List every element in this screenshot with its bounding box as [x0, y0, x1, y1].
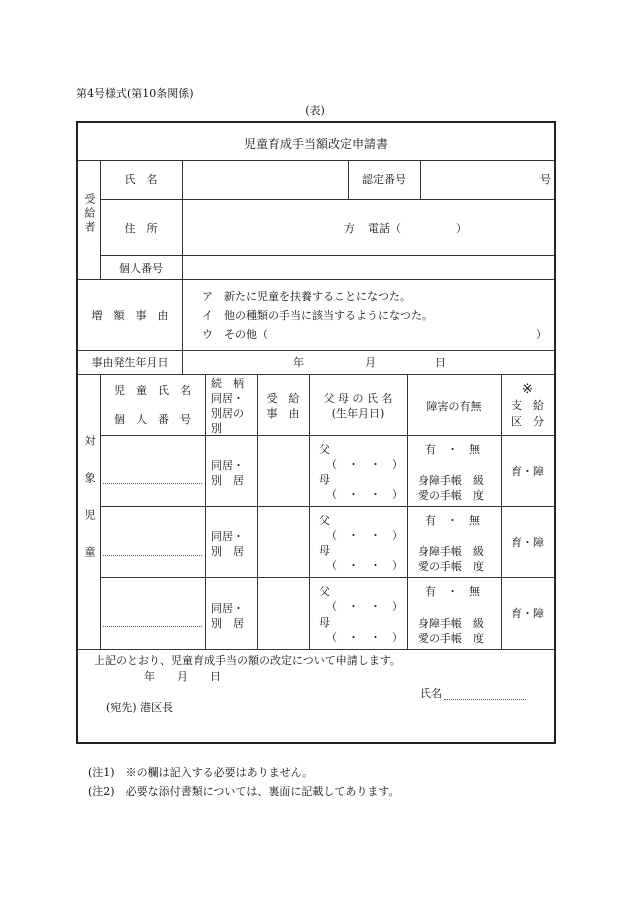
dotted-line — [103, 483, 202, 484]
handbook-love: 愛の手帳 度 — [418, 560, 484, 573]
increase-item-c: ウ その他（ — [202, 328, 268, 341]
disability-yesno: 有 ・ 無 — [425, 585, 480, 598]
child-mynumber-header: 個 人 番 号 — [114, 413, 191, 426]
father-dob: （ ・ ・ ） — [326, 529, 403, 542]
cohabit-1: 同居・ — [211, 530, 244, 543]
mother-dob: （ ・ ・ ） — [326, 631, 403, 644]
side-label: (表) — [305, 104, 325, 117]
line — [407, 374, 408, 649]
mother-dob: （ ・ ・ ） — [326, 559, 403, 572]
category-header-2: 区 分 — [511, 415, 544, 428]
mynumber-label: 個人番号 — [119, 262, 163, 275]
category-value: 育・障 — [511, 465, 544, 478]
category-value: 育・障 — [511, 607, 544, 620]
cert-number-suffix: 号 — [540, 173, 551, 186]
line — [100, 506, 554, 507]
father-label: 父 — [319, 514, 330, 527]
handbook-physical: 身障手帳 級 — [418, 474, 484, 487]
disability-yesno: 有 ・ 無 — [425, 514, 480, 527]
recipient-group-label: 受給者 — [83, 193, 96, 235]
mother-label: 母 — [319, 473, 330, 486]
address-suffix: 方 — [344, 222, 355, 235]
father-label: 父 — [319, 585, 330, 598]
parents-header-1: 父 母 の 氏 名 — [323, 392, 393, 405]
increase-close-paren: ） — [536, 328, 547, 341]
increase-reason-label: 増 額 事 由 — [91, 309, 169, 322]
line — [78, 279, 554, 280]
dotted-line — [103, 555, 202, 556]
increase-item-b: イ 他の種類の手当に該当するようになつた。 — [202, 309, 433, 322]
handbook-love: 愛の手帳 度 — [418, 489, 484, 502]
signature-line — [444, 699, 526, 700]
line — [100, 255, 554, 256]
line — [182, 279, 183, 374]
handbook-physical: 身障手帳 級 — [418, 545, 484, 558]
disability-header: 障害の有無 — [426, 400, 482, 413]
reason-header-2: 事 由 — [266, 407, 300, 420]
form-title: 児童育成手当額改定申請書 — [243, 137, 388, 151]
address-label: 住 所 — [124, 222, 158, 235]
line — [100, 577, 554, 578]
category-header-1: 支 給 — [511, 399, 544, 412]
line — [78, 649, 554, 650]
cohabit-2: 別 居 — [211, 545, 244, 558]
mother-label: 母 — [319, 616, 330, 629]
father-dob: （ ・ ・ ） — [326, 600, 403, 613]
name-label: 氏 名 — [124, 173, 158, 186]
relation-header-3: 別居の — [211, 407, 244, 420]
occurrence-year: 年 — [293, 356, 304, 369]
handbook-physical: 身障手帳 級 — [418, 617, 484, 630]
asterisk-mark: ※ — [522, 382, 533, 397]
children-group-label: 対象児童 — [83, 435, 96, 583]
line — [100, 435, 554, 436]
mother-dob: （ ・ ・ ） — [326, 488, 403, 501]
line — [78, 350, 554, 351]
reason-header-1: 受 給 — [266, 392, 300, 405]
line — [100, 199, 554, 200]
cert-number-label: 認定番号 — [362, 173, 406, 186]
line — [420, 160, 421, 199]
mother-label: 母 — [319, 544, 330, 557]
relation-header-1: 続 柄 — [211, 377, 244, 390]
category-value: 育・障 — [511, 536, 544, 549]
occurrence-label: 事由発生年月日 — [91, 356, 169, 369]
addressee: (宛先) 港区長 — [106, 701, 174, 714]
father-dob: （ ・ ・ ） — [326, 458, 403, 471]
note-1: (注1) ※の欄は記入する必要はありません。 — [88, 766, 314, 779]
occurrence-day: 日 — [435, 356, 446, 369]
parents-header-2: (生年月日) — [331, 407, 385, 420]
line — [205, 374, 206, 649]
relation-header-2: 同居・ — [211, 392, 244, 405]
line — [182, 160, 183, 279]
disability-yesno: 有 ・ 無 — [425, 443, 480, 456]
signature-name-label: 氏名 — [420, 687, 442, 700]
dotted-line — [103, 626, 202, 627]
form-number: 第4号様式(第10条関係) — [76, 87, 194, 100]
handbook-love: 愛の手帳 度 — [418, 632, 484, 645]
increase-item-a: ア 新たに児童を扶養することになつた。 — [202, 290, 411, 303]
application-statement: 上記のとおり、児童育成手当の額の改定について申請します。 — [94, 654, 401, 667]
application-form — [76, 121, 556, 744]
application-date: 年 月 日 — [144, 670, 221, 683]
cohabit-1: 同居・ — [211, 602, 244, 615]
relation-header-4: 別 — [211, 422, 222, 435]
note-2: (注2) 必要な添付書類については、裏面に記載してあります。 — [88, 785, 400, 798]
phone-label: 電話（ ） — [368, 222, 467, 235]
line — [78, 160, 554, 161]
cohabit-2: 別 居 — [211, 474, 244, 487]
line — [78, 374, 554, 375]
cohabit-2: 別 居 — [211, 617, 244, 630]
child-name-header: 児 童 氏 名 — [114, 384, 191, 397]
father-label: 父 — [319, 443, 330, 456]
cohabit-1: 同居・ — [211, 459, 244, 472]
occurrence-month: 月 — [365, 356, 376, 369]
